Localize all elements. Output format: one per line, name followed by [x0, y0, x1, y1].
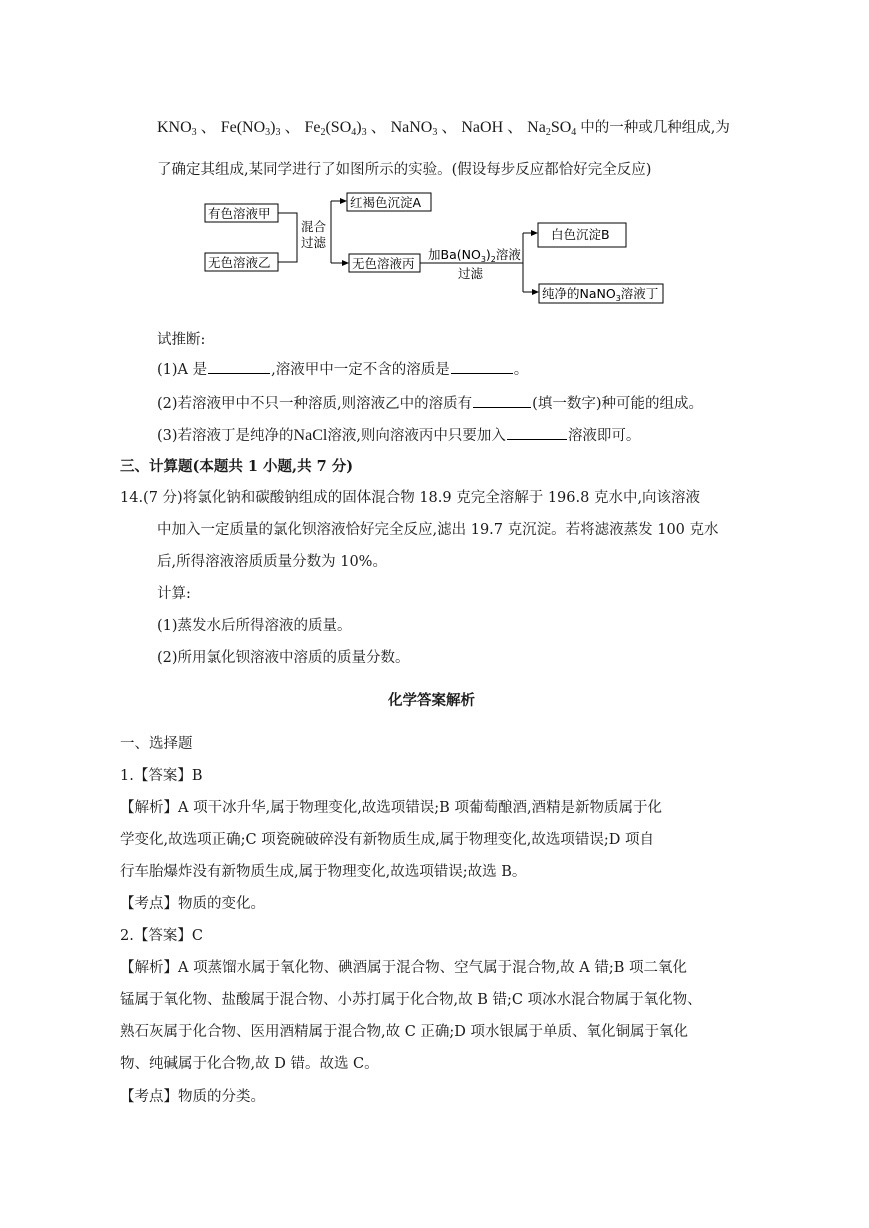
answer-1: 1.【答案】B	[120, 768, 203, 784]
answers-title: 化学答案解析	[388, 692, 475, 709]
question-14-1: (1)蒸发水后所得溶液的质量。	[157, 618, 352, 634]
arrowhead-bing	[342, 260, 349, 266]
label-B: 白色沉淀B	[551, 227, 610, 242]
label-yi: 无色溶液乙	[208, 255, 271, 270]
answer-1-exp-line1: 【解析】A 项干冰升华,属于物理变化,故选项错误;B 项葡萄酿酒,酒精是新物质属于化	[120, 800, 663, 816]
answer-2-exp-line2: 锰属于氧化物、盐酸属于混合物、小苏打属于化合物,故 B 错;C 项冰水混合物属于氧化物、	[120, 992, 702, 1008]
label-filter-2: 过滤	[458, 266, 484, 281]
formula-fe2-so4-3: $Fe_2(SO_4)_3$	[304, 119, 367, 138]
answer-2-exp-line1: 【解析】A 项蒸馏水属于氧化物、碘酒属于混合物、空气属于混合物,故 A 错;B 项二氧化	[120, 960, 688, 976]
formula-list-line: $KNO_3$ 、 $Fe(NO_3)_3$ 、 $Fe_2(SO_4)_3$ 、 NaNO$_3$ 、 NaOH 、 $Na_2SO_4$ 中的一种或几种组成,为	[157, 119, 730, 138]
question-13-3: (3)若溶液丁是纯净的NaCl溶液,则向溶液丙中只要加入 溶液即可。	[157, 427, 641, 444]
formula-fe-no3-3: $Fe(NO_3)_3$	[220, 119, 281, 138]
label-A: 红褐色沉淀A	[350, 195, 422, 210]
question-14-2: (2)所用氯化钡溶液中溶质的质量分数。	[157, 650, 410, 666]
problem14-line3: 后,所得溶液溶质质量分数为 10%。	[157, 554, 387, 570]
section3-heading: 三、计算题(本题共 1 小题,共 7 分)	[120, 458, 354, 475]
answer-blank-3[interactable]	[473, 393, 531, 408]
formula-na2so4: $Na_2SO_4$	[527, 119, 577, 138]
label-bing: 无色溶液丙	[352, 256, 415, 271]
answer-2-point: 【考点】物质的分类。	[120, 1089, 265, 1105]
answer-2-exp-line3: 熟石灰属于化合物、医用酒精属于混合物,故 C 正确;D 项水银属于单质、氧化铜属于氧化	[120, 1024, 689, 1040]
infer-label: 试推断:	[157, 332, 206, 348]
label-jia: 有色溶液甲	[208, 206, 271, 221]
question-13-1: (1)A 是 ,溶液甲中一定不含的溶质是 。	[157, 359, 528, 380]
formula-kno3: $KNO_3$	[157, 119, 197, 138]
label-mix: 混合	[301, 219, 327, 234]
problem14-line1: 14.(7 分)将氯化钠和碳酸钠组成的固体混合物 18.9 克完全溶解于 196.8 克水中,向该溶液	[120, 490, 701, 506]
formula-naoh: NaOH	[461, 119, 504, 136]
answers-section1: 一、选择题	[120, 736, 193, 752]
label-add-reagent: 加$Ba(NO_3)_2$溶液	[428, 247, 521, 264]
answer-1-exp-line2: 学变化,故选项正确;C 项瓷碗破碎没有新物质生成,属于物理变化,故选项错误;D 项自	[120, 832, 655, 848]
label-filter-1: 过滤	[301, 235, 327, 250]
answer-1-point: 【考点】物质的变化。	[120, 896, 265, 912]
answer-blank-2[interactable]	[451, 359, 513, 374]
line1-tail: 中的一种或几种组成,为	[580, 120, 730, 136]
problem14-line2: 中加入一定质量的氯化钡溶液恰好完全反应,滤出 19.7 克沉淀。若将滤液蒸发 100 克水	[157, 522, 719, 538]
answer-blank-4[interactable]	[507, 425, 567, 440]
arrowhead-A	[340, 198, 347, 204]
label-ding: 纯净的NaNO$_3$溶液丁	[542, 286, 659, 303]
formula-nano3: NaNO$_3$	[390, 119, 438, 138]
answer-blank-1[interactable]	[208, 359, 270, 374]
merge-connector	[278, 213, 297, 262]
answer-1-exp-line3: 行车胎爆炸没有新物质生成,属于物理变化,故选项错误;故选 B。	[120, 864, 527, 880]
answer-2-exp-line4: 物、纯碱属于化合物,故 D 错。故选 C。	[120, 1056, 379, 1072]
experiment-flow-diagram	[190, 183, 670, 313]
arrowhead-ding	[532, 289, 539, 295]
arrowhead-B	[531, 230, 538, 236]
answer-2: 2.【答案】C	[120, 928, 203, 944]
problem13-line2: 了确定其组成,某同学进行了如图所示的实验。(假设每步反应都恰好完全反应)	[157, 162, 652, 178]
question-13-2: (2)若溶液甲中不只一种溶质,则溶液乙中的溶质有 (填一数字)种可能的组成。	[157, 393, 703, 414]
calc-label: 计算:	[157, 586, 191, 602]
